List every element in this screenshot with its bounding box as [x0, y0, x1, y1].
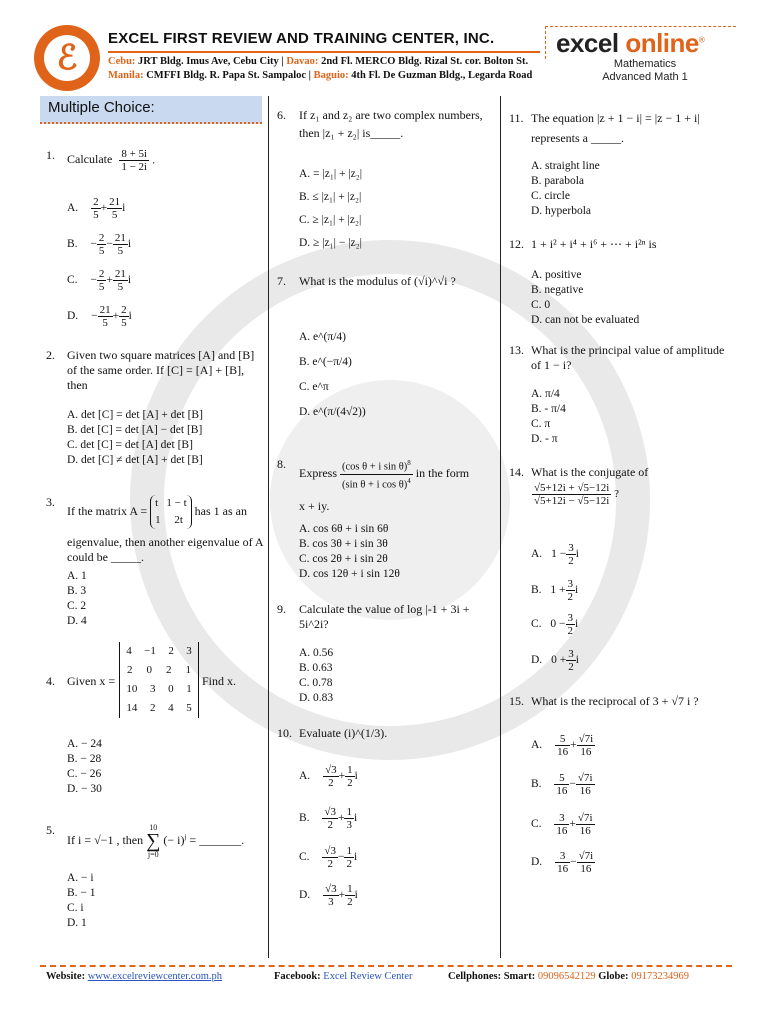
excel-online-logo: excel online® — [556, 28, 705, 58]
footer-rule — [40, 965, 732, 967]
question-12: 12. 1 + i² + i⁴ + i⁶ + ⋯ + i²ⁿ is — [509, 237, 657, 251]
q13-options[interactable]: A. π/4 B. - π/4 C. π D. - π — [531, 388, 566, 445]
question-15: 15. What is the reciprocal of 3 + √7 i ? — [509, 694, 699, 708]
question-7: 7. What is the modulus of (√i)^√i ? — [277, 274, 456, 288]
subject: Mathematics — [613, 58, 677, 70]
question-11: 11. The equation |z + 1 − i| = |z − 1 + i| represents a _____. — [509, 111, 700, 145]
question-14: 14. What is the conjugate of — [509, 465, 649, 479]
q15-option-d[interactable]: D. $\frac{3}{16}$ − $\frac{√7i}{16}$ — [531, 850, 594, 875]
q15-option-a[interactable]: A. $\frac{5}{16}$ + $\frac{√7i}{16}$ — [531, 733, 594, 758]
question-8: 8. Express $\frac{(\cos \theta + i \sin \theta)^8}{(\sin \theta + i \cos \theta)^4}$ in the form x + iy. — [277, 457, 470, 513]
address-line-2: Manila: CMFFI Bldg. R. Papa St. Sampaloc | Baguio: 4th Fl. De Guzman Bldg., Legarda Road — [108, 70, 533, 81]
section-title: Multiple Choice: — [40, 96, 262, 124]
q1-option-c[interactable]: C. − $\frac{2}{5}$ + $\frac{21}{5}$ i — [67, 268, 132, 293]
q12-options[interactable]: A. positive B. negative C. 0 D. can not be evaluated — [531, 269, 640, 326]
q1-option-a[interactable]: A. $\frac{2}{5}$ + $\frac{21}{5}$ i — [67, 196, 126, 221]
header-rule — [108, 51, 540, 53]
question-10: 10. Evaluate (i)^(1/3). — [277, 726, 388, 740]
column-divider — [500, 96, 501, 958]
question-4: 4. Given x = — [46, 674, 116, 688]
facebook-link[interactable]: Excel Review Center — [323, 971, 413, 982]
address-line-1: Cebu: JRT Bldg. Imus Ave, Cebu City | Davao: 2nd Fl. MERCO Bldg. Rizal St. cor. Bolton St. — [108, 56, 529, 67]
q7-options[interactable]: A. e^(π/4) B. e^(−π/4) C. e^π D. e^(π/(4√2)) — [299, 331, 366, 418]
q4-tail: Find x. — [202, 674, 237, 688]
q11-options[interactable]: A. straight line B. parabola C. circle D. hyperbola — [531, 160, 600, 217]
logo-mark-icon: ℰ — [56, 39, 78, 77]
q4-options[interactable]: A. − 24 B. − 28 C. − 26 D. − 30 — [67, 738, 102, 795]
question-5: 5. If i = √−1 , then 10 ∑ j=0 (− i)$^j$ = _______. — [46, 823, 245, 859]
question-9: 9. Calculate the value of log |-1 + 3i + 5i^2i? — [277, 602, 470, 631]
website-link[interactable]: www.excelreviewcenter.com.ph — [87, 971, 223, 982]
footer-website: Website: www.excelreviewcenter.com.ph — [46, 971, 223, 982]
q10-option-c[interactable]: C. $\frac{√3}{2}$ − $\frac{1}{2}$ i — [299, 845, 358, 870]
q10-option-b[interactable]: B. $\frac{√3}{2}$ + $\frac{1}{3}$ i — [299, 806, 358, 831]
question-1: 1. Calculate $\frac{8 + 5i}{1 - 2i}$ . — [46, 148, 156, 173]
footer-phones: Cellphones: Smart: 09096542129 Globe: 09173234969 — [448, 971, 689, 982]
q14-option-b[interactable]: B. 1 + $\frac{3}{2}$ i — [531, 578, 579, 603]
q14-option-a[interactable]: A. 1 − $\frac{3}{2}$ i — [531, 542, 579, 567]
q14-option-d[interactable]: D. 0 + $\frac{3}{2}$ i — [531, 648, 579, 673]
question-3: 3. If the matrix A = t 1 − t 1 2t has 1 as an eigenvalue, then another eigenvalue of A could be _____. — [46, 495, 263, 564]
q10-option-d[interactable]: D. $\frac{√3}{3}$ + $\frac{1}{2}$ i — [299, 883, 358, 908]
q5-options[interactable]: A. − i B. − 1 C. i D. 1 — [67, 872, 96, 929]
q1-option-b[interactable]: B. − $\frac{2}{5}$ − $\frac{21}{5}$ i — [67, 232, 132, 257]
q8-options[interactable]: A. cos 6θ + i sin 6θ B. cos 3θ + i sin 3θ C. cos 2θ + i sin 2θ D. cos 12θ + i sin 12θ — [299, 523, 400, 580]
q6-options[interactable]: A. = |z₁| + |z₂| B. ≤ |z₁| + |z₂| C. ≥ |z₁| + |z₂| D. ≥ |z₁| − |z₂| — [299, 168, 363, 249]
q9-options[interactable]: A. 0.56 B. 0.63 C. 0.78 D. 0.83 — [299, 647, 334, 704]
question-13: 13. What is the principal value of amplitude of 1 − i? — [509, 343, 725, 372]
q2-options[interactable]: A. det [C] = det [A] + det [B] B. det [C] = det [A] − det [B] C. det [C] = det [A] det [B] D. det [C] ≠ det [A] + det [B] — [67, 409, 203, 466]
column-divider — [268, 96, 269, 958]
q4-determinant: 4 −1 2 3 2 0 2 1 10 3 0 1 14 2 4 5 — [119, 642, 199, 718]
footer-facebook: Facebook: Excel Review Center — [274, 971, 413, 982]
q10-option-a[interactable]: A. $\frac{√3}{2}$ + $\frac{1}{2}$ i — [299, 764, 358, 789]
question-2: 2. Given two square matrices [A] and [B] of the same order. If [C] = [A] + [B], then — [46, 348, 255, 392]
q14-option-c[interactable]: C. 0 − $\frac{3}{2}$ i — [531, 612, 579, 637]
q14-expression: $\frac{√5+12i + √5-12i}{√5+12i - √5-12i}$ ? — [534, 482, 619, 507]
q1-option-d[interactable]: D. − $\frac{21}{5}$ + $\frac{2}{5}$ i — [67, 304, 132, 329]
q15-option-b[interactable]: B. $\frac{5}{16}$ − $\frac{√7i}{16}$ — [531, 772, 593, 797]
question-6: 6. If z₁ and z₂ are two complex numbers, then |z₁ + z₂| is_____. — [277, 108, 483, 140]
q3-options[interactable]: A. 1 B. 3 C. 2 D. 4 — [67, 570, 87, 627]
q15-option-c[interactable]: C. $\frac{3}{16}$ + $\frac{√7i}{16}$ — [531, 812, 593, 837]
course-title: Advanced Math 1 — [602, 71, 688, 83]
header-title: EXCEL FIRST REVIEW AND TRAINING CENTER, INC. — [108, 30, 495, 47]
